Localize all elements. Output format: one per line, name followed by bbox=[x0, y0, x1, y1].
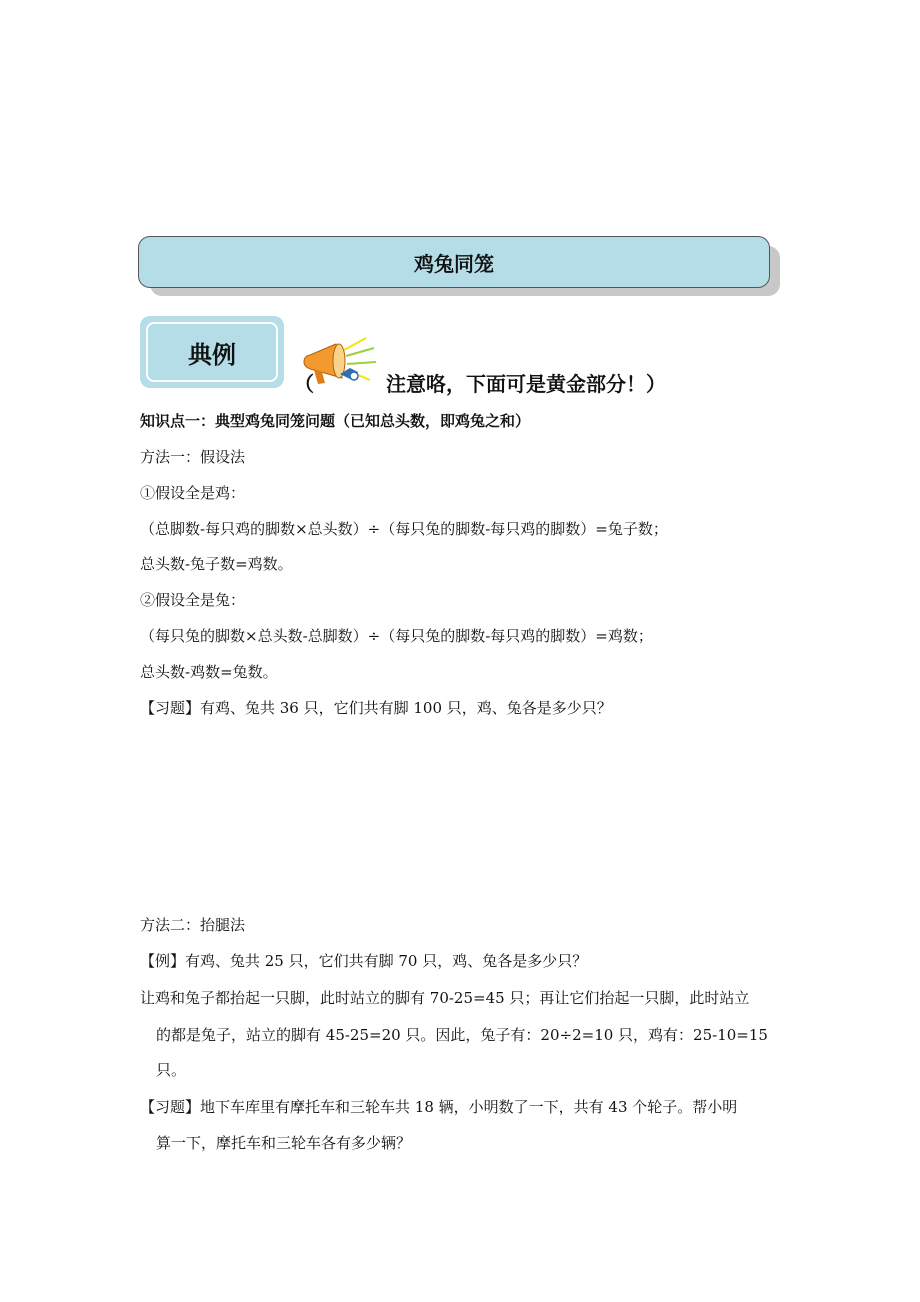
method-2-example: 【例】有鸡、兔共 25 只，它们共有脚 70 只，鸡、兔各是多少只？ bbox=[140, 952, 588, 970]
method-2-title: 方法二：抬腿法 bbox=[140, 916, 246, 934]
result-chickens: 总头数-兔子数=鸡数。 bbox=[140, 555, 293, 573]
exercise-2-line-2: 算一下，摩托车和三轮车各有多少辆？ bbox=[156, 1134, 412, 1152]
solution-line-1: 让鸡和兔子都抬起一只脚，此时站立的脚有 70-25=45 只；再让它们抬起一只脚，此时站立 bbox=[140, 989, 750, 1007]
formula-chickens: （每只兔的脚数×总头数-总脚数）÷（每只兔的脚数-每只鸡的脚数）=鸡数； bbox=[140, 627, 653, 645]
exercise-1: 【习题】有鸡、兔共 36 只，它们共有脚 100 只，鸡、兔各是多少只？ bbox=[140, 699, 612, 717]
page-title: 鸡兔同笼 bbox=[414, 251, 494, 276]
example-label-frame bbox=[146, 322, 278, 382]
formula-rabbits: （总脚数-每只鸡的脚数×总头数）÷（每只兔的脚数-每只鸡的脚数）=兔子数； bbox=[140, 520, 668, 538]
assume-rabbit: ②假设全是兔： bbox=[140, 591, 246, 609]
title-banner bbox=[138, 236, 772, 290]
title-box bbox=[138, 236, 770, 288]
example-label: 典例 bbox=[188, 339, 236, 369]
notice-paren: （ bbox=[294, 372, 314, 396]
assume-chicken: ①假设全是鸡： bbox=[140, 484, 246, 502]
knowledge-point-1: 知识点一：典型鸡兔同笼问题（已知总头数，即鸡兔之和） bbox=[140, 412, 531, 430]
exercise-2-line-1: 【习题】地下车库里有摩托车和三轮车共 18 辆，小明数了一下，共有 43 个轮子。帮小明 bbox=[140, 1098, 738, 1116]
solution-line-2: 的都是兔子，站立的脚有 45-25=20 只。因此，兔子有：20÷2=10 只，鸡有：25-10=15 bbox=[156, 1026, 768, 1044]
notice-text: 注意咯，下面可是黄金部分！） bbox=[386, 372, 666, 396]
example-label-box bbox=[140, 316, 284, 388]
method-1-title: 方法一：假设法 bbox=[140, 448, 246, 466]
result-rabbits: 总头数-鸡数=兔数。 bbox=[140, 663, 278, 681]
solution-line-3: 只。 bbox=[156, 1061, 187, 1079]
